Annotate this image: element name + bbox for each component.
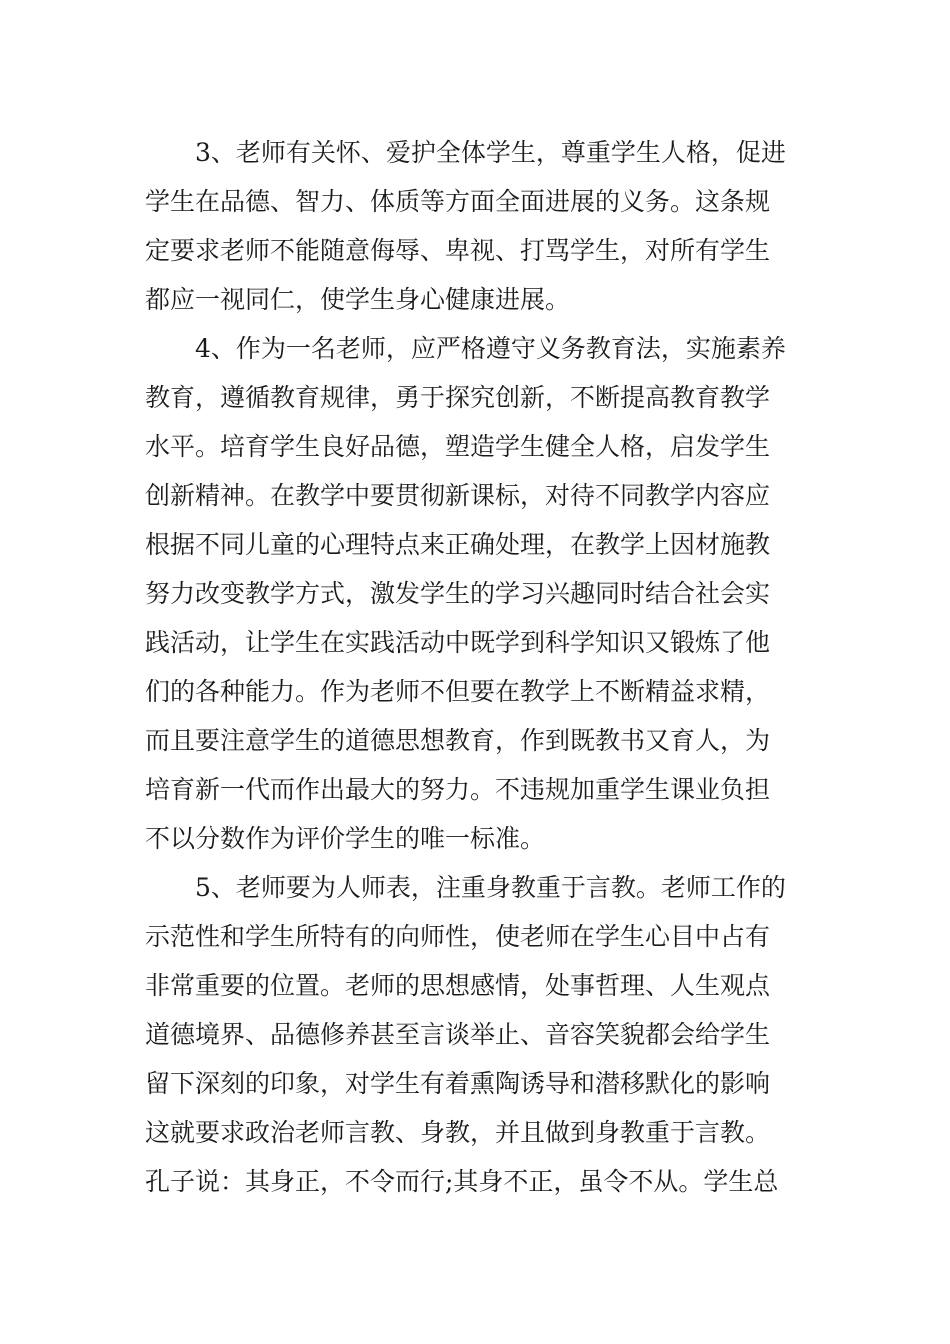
text-line: 定要求老师不能随意侮辱、卑视、打骂学生，对所有学生 — [145, 236, 771, 265]
text-line: 都应一视同仁，使学生身心健康进展。 — [145, 285, 571, 314]
text-line: 5、老师要为人师表，注重身教重于言教。老师工作的 — [145, 873, 786, 902]
text-line: 道德境界、品德修养甚至言谈举止、音容笑貌都会给学生 — [145, 1020, 771, 1049]
text-line: 3、老师有关怀、爱护全体学生，尊重学生人格，促进 — [145, 138, 786, 167]
text-line: 孔子说：其身正，不令而行;其身不正，虽令不从。学生总 — [145, 1167, 779, 1196]
text-line: 教育，遵循教育规律，勇于探究创新，不断提高教育教学 — [145, 383, 771, 412]
text-line: 培育新一代而作出最大的努力。不违规加重学生课业负担 — [145, 775, 771, 804]
text-line: 非常重要的位置。老师的思想感情，处事哲理、人生观点 — [145, 971, 771, 1000]
text-line: 努力改变教学方式，激发学生的学习兴趣同时结合社会实 — [145, 579, 771, 608]
text-line: 留下深刻的印象，对学生有着熏陶诱导和潜移默化的影响 — [145, 1069, 771, 1098]
text-line: 根据不同儿童的心理特点来正确处理，在教学上因材施教 — [145, 530, 771, 559]
text-line: 们的各种能力。作为老师不但要在教学上不断精益求精， — [145, 677, 771, 706]
text-line: 水平。培育学生良好品德，塑造学生健全人格，启发学生 — [145, 432, 771, 461]
text-line: 不以分数作为评价学生的唯一标准。 — [145, 824, 546, 853]
text-line: 示范性和学生所特有的向师性，使老师在学生心目中占有 — [145, 922, 771, 951]
text-line: 4、作为一名老师，应严格遵守义务教育法，实施素养 — [145, 334, 786, 363]
text-line: 学生在品德、智力、体质等方面全面进展的义务。这条规 — [145, 187, 771, 216]
body-text — [145, 128, 815, 1206]
text-line: 创新精神。在教学中要贯彻新课标，对待不同教学内容应 — [145, 481, 771, 510]
text-line: 践活动，让学生在实践活动中既学到科学知识又锻炼了他 — [145, 628, 771, 657]
text-line: 而且要注意学生的道德思想教育，作到既教书又育人，为 — [145, 726, 771, 755]
text-line: 这就要求政治老师言教、身教，并且做到身教重于言教。 — [145, 1118, 771, 1147]
